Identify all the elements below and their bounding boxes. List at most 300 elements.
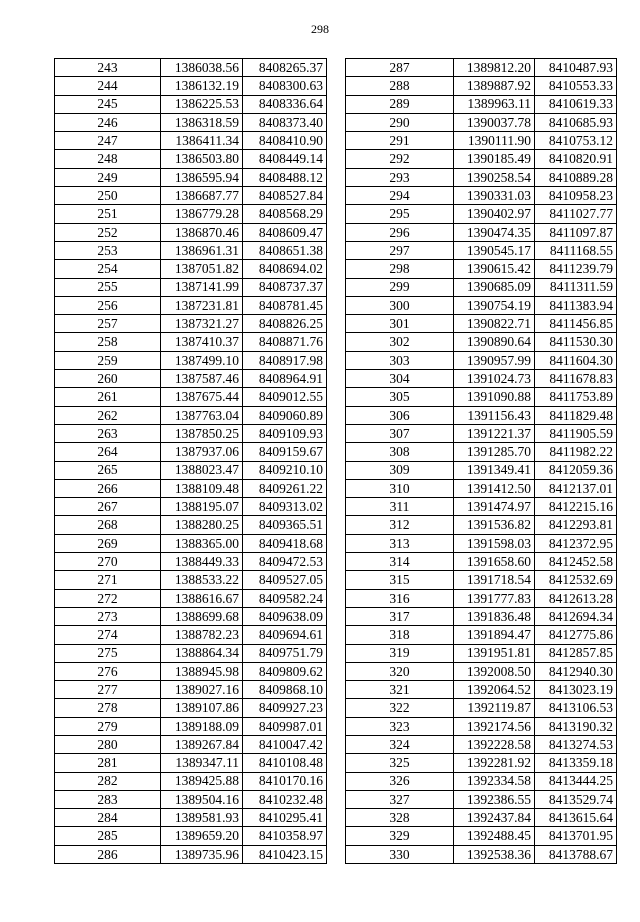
table-row (55, 534, 327, 552)
y-coordinate-cell: 8413701.95 (535, 827, 617, 845)
table-row (55, 790, 327, 808)
table-row (55, 717, 327, 735)
y-coordinate-cell: 8408373.40 (243, 113, 327, 131)
point-number-cell: 328 (346, 809, 454, 827)
y-coordinate-cell: 8412452.58 (535, 553, 617, 571)
point-number-cell: 284 (55, 809, 161, 827)
y-coordinate-cell: 8410685.93 (535, 113, 617, 131)
point-number-cell: 312 (346, 516, 454, 534)
table-row (55, 59, 327, 77)
x-coordinate-cell: 1387675.44 (161, 388, 243, 406)
point-number-cell: 301 (346, 315, 454, 333)
y-coordinate-cell: 8412293.81 (535, 516, 617, 534)
y-coordinate-cell: 8411829.48 (535, 406, 617, 424)
table-row (346, 443, 617, 461)
x-coordinate-cell: 1387141.99 (161, 278, 243, 296)
point-number-cell: 281 (55, 754, 161, 772)
x-coordinate-cell: 1389963.11 (454, 95, 535, 113)
table-row (346, 662, 617, 680)
x-coordinate-cell: 1389659.20 (161, 827, 243, 845)
point-number-cell: 272 (55, 589, 161, 607)
x-coordinate-cell: 1390037.78 (454, 113, 535, 131)
table-row (346, 113, 617, 131)
point-number-cell: 247 (55, 132, 161, 150)
y-coordinate-cell: 8408609.47 (243, 223, 327, 241)
y-coordinate-cell: 8411456.85 (535, 315, 617, 333)
point-number-cell: 267 (55, 498, 161, 516)
x-coordinate-cell: 1390822.71 (454, 315, 535, 333)
y-coordinate-cell: 8413023.19 (535, 681, 617, 699)
table-row (346, 296, 617, 314)
y-coordinate-cell: 8411383.94 (535, 296, 617, 314)
x-coordinate-cell: 1391658.60 (454, 553, 535, 571)
x-coordinate-cell: 1388023.47 (161, 461, 243, 479)
coordinates-table-left (54, 58, 327, 864)
table-row (346, 772, 617, 790)
y-coordinate-cell: 8413359.18 (535, 754, 617, 772)
point-number-cell: 275 (55, 644, 161, 662)
y-coordinate-cell: 8409012.55 (243, 388, 327, 406)
point-number-cell: 252 (55, 223, 161, 241)
point-number-cell: 254 (55, 260, 161, 278)
x-coordinate-cell: 1392437.84 (454, 809, 535, 827)
table-row (55, 461, 327, 479)
y-coordinate-cell: 8410958.23 (535, 187, 617, 205)
point-number-cell: 283 (55, 790, 161, 808)
x-coordinate-cell: 1392386.55 (454, 790, 535, 808)
y-coordinate-cell: 8413190.32 (535, 717, 617, 735)
table-row (346, 260, 617, 278)
y-coordinate-cell: 8413529.74 (535, 790, 617, 808)
y-coordinate-cell: 8413444.25 (535, 772, 617, 790)
x-coordinate-cell: 1389735.96 (161, 845, 243, 863)
point-number-cell: 273 (55, 607, 161, 625)
table-row (55, 333, 327, 351)
point-number-cell: 319 (346, 644, 454, 662)
table-row (346, 278, 617, 296)
table-row (346, 699, 617, 717)
x-coordinate-cell: 1389107.86 (161, 699, 243, 717)
y-coordinate-cell: 8408694.02 (243, 260, 327, 278)
point-number-cell: 300 (346, 296, 454, 314)
table-row (55, 150, 327, 168)
x-coordinate-cell: 1386687.77 (161, 187, 243, 205)
y-coordinate-cell: 8410753.12 (535, 132, 617, 150)
y-coordinate-cell: 8408826.25 (243, 315, 327, 333)
y-coordinate-cell: 8411027.77 (535, 205, 617, 223)
y-coordinate-cell: 8409472.53 (243, 553, 327, 571)
y-coordinate-cell: 8410358.97 (243, 827, 327, 845)
x-coordinate-cell: 1386961.31 (161, 241, 243, 259)
x-coordinate-cell: 1386132.19 (161, 77, 243, 95)
point-number-cell: 246 (55, 113, 161, 131)
table-row (346, 132, 617, 150)
x-coordinate-cell: 1391836.48 (454, 607, 535, 625)
page-number: 298 (311, 22, 329, 36)
y-coordinate-cell: 8412137.01 (535, 479, 617, 497)
table-row (346, 479, 617, 497)
x-coordinate-cell: 1392488.45 (454, 827, 535, 845)
point-number-cell: 308 (346, 443, 454, 461)
x-coordinate-cell: 1392538.36 (454, 845, 535, 863)
point-number-cell: 298 (346, 260, 454, 278)
point-number-cell: 248 (55, 150, 161, 168)
table-row (346, 370, 617, 388)
table-row (55, 443, 327, 461)
y-coordinate-cell: 8409365.51 (243, 516, 327, 534)
y-coordinate-cell: 8413615.64 (535, 809, 617, 827)
x-coordinate-cell: 1387587.46 (161, 370, 243, 388)
point-number-cell: 286 (55, 845, 161, 863)
point-number-cell: 253 (55, 241, 161, 259)
point-number-cell: 243 (55, 59, 161, 77)
table-row (346, 333, 617, 351)
point-number-cell: 322 (346, 699, 454, 717)
point-number-cell: 280 (55, 735, 161, 753)
y-coordinate-cell: 8409809.62 (243, 662, 327, 680)
y-coordinate-cell: 8408737.37 (243, 278, 327, 296)
table-row (346, 571, 617, 589)
y-coordinate-cell: 8410889.28 (535, 168, 617, 186)
point-number-cell: 310 (346, 479, 454, 497)
x-coordinate-cell: 1392119.87 (454, 699, 535, 717)
x-coordinate-cell: 1386318.59 (161, 113, 243, 131)
y-coordinate-cell: 8408568.29 (243, 205, 327, 223)
y-coordinate-cell: 8408488.12 (243, 168, 327, 186)
y-coordinate-cell: 8409159.67 (243, 443, 327, 461)
y-coordinate-cell: 8410619.33 (535, 95, 617, 113)
y-coordinate-cell: 8408410.90 (243, 132, 327, 150)
table-row (346, 644, 617, 662)
table-row (55, 571, 327, 589)
point-number-cell: 296 (346, 223, 454, 241)
y-coordinate-cell: 8408265.37 (243, 59, 327, 77)
y-coordinate-cell: 8409638.09 (243, 607, 327, 625)
table-row (55, 772, 327, 790)
y-coordinate-cell: 8410820.91 (535, 150, 617, 168)
y-coordinate-cell: 8412059.36 (535, 461, 617, 479)
y-coordinate-cell: 8413274.53 (535, 735, 617, 753)
x-coordinate-cell: 1391474.97 (454, 498, 535, 516)
y-coordinate-cell: 8411530.30 (535, 333, 617, 351)
x-coordinate-cell: 1392008.50 (454, 662, 535, 680)
table-row (55, 516, 327, 534)
table-row (55, 95, 327, 113)
table-row (55, 406, 327, 424)
x-coordinate-cell: 1389188.09 (161, 717, 243, 735)
point-number-cell: 320 (346, 662, 454, 680)
table-row (346, 315, 617, 333)
x-coordinate-cell: 1389027.16 (161, 681, 243, 699)
table-row (346, 406, 617, 424)
table-row (55, 241, 327, 259)
table-row (346, 845, 617, 863)
x-coordinate-cell: 1386411.34 (161, 132, 243, 150)
y-coordinate-cell: 8408871.76 (243, 333, 327, 351)
y-coordinate-cell: 8409261.22 (243, 479, 327, 497)
point-number-cell: 321 (346, 681, 454, 699)
table-row (55, 681, 327, 699)
point-number-cell: 309 (346, 461, 454, 479)
y-coordinate-cell: 8409109.93 (243, 424, 327, 442)
x-coordinate-cell: 1386503.80 (161, 150, 243, 168)
x-coordinate-cell: 1389581.93 (161, 809, 243, 827)
table-row (55, 424, 327, 442)
x-coordinate-cell: 1388195.07 (161, 498, 243, 516)
point-number-cell: 256 (55, 296, 161, 314)
table-row (55, 662, 327, 680)
table-row (346, 498, 617, 516)
table-row (346, 790, 617, 808)
x-coordinate-cell: 1387763.04 (161, 406, 243, 424)
point-number-cell: 263 (55, 424, 161, 442)
table-row (346, 589, 617, 607)
point-number-cell: 290 (346, 113, 454, 131)
point-number-cell: 257 (55, 315, 161, 333)
y-coordinate-cell: 8410423.15 (243, 845, 327, 863)
table-row (346, 827, 617, 845)
y-coordinate-cell: 8409582.24 (243, 589, 327, 607)
x-coordinate-cell: 1392228.58 (454, 735, 535, 753)
y-coordinate-cell: 8412775.86 (535, 626, 617, 644)
y-coordinate-cell: 8409987.01 (243, 717, 327, 735)
table-row (346, 168, 617, 186)
x-coordinate-cell: 1388864.34 (161, 644, 243, 662)
table-row (346, 187, 617, 205)
point-number-cell: 315 (346, 571, 454, 589)
y-coordinate-cell: 8412857.85 (535, 644, 617, 662)
x-coordinate-cell: 1387937.06 (161, 443, 243, 461)
y-coordinate-cell: 8410170.16 (243, 772, 327, 790)
point-number-cell: 274 (55, 626, 161, 644)
point-number-cell: 268 (55, 516, 161, 534)
x-coordinate-cell: 1392174.56 (454, 717, 535, 735)
point-number-cell: 329 (346, 827, 454, 845)
point-number-cell: 293 (346, 168, 454, 186)
table-row (346, 626, 617, 644)
point-number-cell: 316 (346, 589, 454, 607)
point-number-cell: 327 (346, 790, 454, 808)
y-coordinate-cell: 8411239.79 (535, 260, 617, 278)
x-coordinate-cell: 1386870.46 (161, 223, 243, 241)
point-number-cell: 307 (346, 424, 454, 442)
table-row (55, 809, 327, 827)
y-coordinate-cell: 8411905.59 (535, 424, 617, 442)
table-row (346, 681, 617, 699)
table-row (55, 589, 327, 607)
point-number-cell: 304 (346, 370, 454, 388)
y-coordinate-cell: 8409418.68 (243, 534, 327, 552)
point-number-cell: 258 (55, 333, 161, 351)
table-row (55, 735, 327, 753)
point-number-cell: 318 (346, 626, 454, 644)
point-number-cell: 317 (346, 607, 454, 625)
table-row (55, 223, 327, 241)
point-number-cell: 291 (346, 132, 454, 150)
x-coordinate-cell: 1390545.17 (454, 241, 535, 259)
y-coordinate-cell: 8409313.02 (243, 498, 327, 516)
y-coordinate-cell: 8411311.59 (535, 278, 617, 296)
point-number-cell: 326 (346, 772, 454, 790)
point-number-cell: 276 (55, 662, 161, 680)
x-coordinate-cell: 1387499.10 (161, 351, 243, 369)
y-coordinate-cell: 8410232.48 (243, 790, 327, 808)
point-number-cell: 295 (346, 205, 454, 223)
x-coordinate-cell: 1387850.25 (161, 424, 243, 442)
y-coordinate-cell: 8408336.64 (243, 95, 327, 113)
x-coordinate-cell: 1390957.99 (454, 351, 535, 369)
table-row (55, 553, 327, 571)
table-row (346, 735, 617, 753)
y-coordinate-cell: 8412372.95 (535, 534, 617, 552)
point-number-cell: 277 (55, 681, 161, 699)
table-row (55, 315, 327, 333)
table-row (55, 260, 327, 278)
point-number-cell: 244 (55, 77, 161, 95)
y-coordinate-cell: 8411604.30 (535, 351, 617, 369)
y-coordinate-cell: 8409694.61 (243, 626, 327, 644)
point-number-cell: 269 (55, 534, 161, 552)
table-row (346, 607, 617, 625)
table-row (346, 59, 617, 77)
x-coordinate-cell: 1391598.03 (454, 534, 535, 552)
point-number-cell: 313 (346, 534, 454, 552)
point-number-cell: 250 (55, 187, 161, 205)
x-coordinate-cell: 1388945.98 (161, 662, 243, 680)
x-coordinate-cell: 1391951.81 (454, 644, 535, 662)
table-row (346, 534, 617, 552)
table-row (55, 370, 327, 388)
x-coordinate-cell: 1388533.22 (161, 571, 243, 589)
point-number-cell: 266 (55, 479, 161, 497)
x-coordinate-cell: 1388699.68 (161, 607, 243, 625)
y-coordinate-cell: 8412940.30 (535, 662, 617, 680)
y-coordinate-cell: 8409527.05 (243, 571, 327, 589)
y-coordinate-cell: 8408964.91 (243, 370, 327, 388)
point-number-cell: 270 (55, 553, 161, 571)
x-coordinate-cell: 1387231.81 (161, 296, 243, 314)
y-coordinate-cell: 8410487.93 (535, 59, 617, 77)
table-row (346, 717, 617, 735)
x-coordinate-cell: 1386595.94 (161, 168, 243, 186)
x-coordinate-cell: 1388616.67 (161, 589, 243, 607)
x-coordinate-cell: 1391024.73 (454, 370, 535, 388)
x-coordinate-cell: 1389887.92 (454, 77, 535, 95)
table-row (346, 754, 617, 772)
y-coordinate-cell: 8408917.98 (243, 351, 327, 369)
y-coordinate-cell: 8411753.89 (535, 388, 617, 406)
point-number-cell: 289 (346, 95, 454, 113)
table-row (346, 150, 617, 168)
table-row (55, 296, 327, 314)
table-row (346, 77, 617, 95)
x-coordinate-cell: 1390615.42 (454, 260, 535, 278)
x-coordinate-cell: 1391090.88 (454, 388, 535, 406)
table-row (55, 168, 327, 186)
y-coordinate-cell: 8408527.84 (243, 187, 327, 205)
x-coordinate-cell: 1391285.70 (454, 443, 535, 461)
x-coordinate-cell: 1391718.54 (454, 571, 535, 589)
table-row (346, 424, 617, 442)
table-row (346, 351, 617, 369)
x-coordinate-cell: 1389812.20 (454, 59, 535, 77)
point-number-cell: 285 (55, 827, 161, 845)
point-number-cell: 287 (346, 59, 454, 77)
table-row (55, 77, 327, 95)
x-coordinate-cell: 1389504.16 (161, 790, 243, 808)
x-coordinate-cell: 1388280.25 (161, 516, 243, 534)
point-number-cell: 259 (55, 351, 161, 369)
point-number-cell: 303 (346, 351, 454, 369)
point-number-cell: 245 (55, 95, 161, 113)
x-coordinate-cell: 1386038.56 (161, 59, 243, 77)
y-coordinate-cell: 8409751.79 (243, 644, 327, 662)
table-row (55, 607, 327, 625)
point-number-cell: 325 (346, 754, 454, 772)
y-coordinate-cell: 8411097.87 (535, 223, 617, 241)
x-coordinate-cell: 1389425.88 (161, 772, 243, 790)
table-row (346, 205, 617, 223)
table-row (55, 479, 327, 497)
x-coordinate-cell: 1386225.53 (161, 95, 243, 113)
table-row (55, 113, 327, 131)
x-coordinate-cell: 1387321.27 (161, 315, 243, 333)
x-coordinate-cell: 1390474.35 (454, 223, 535, 241)
point-number-cell: 279 (55, 717, 161, 735)
y-coordinate-cell: 8410295.41 (243, 809, 327, 827)
point-number-cell: 324 (346, 735, 454, 753)
table-row (55, 205, 327, 223)
table-row (55, 132, 327, 150)
x-coordinate-cell: 1390111.90 (454, 132, 535, 150)
y-coordinate-cell: 8409060.89 (243, 406, 327, 424)
table-row (346, 388, 617, 406)
x-coordinate-cell: 1392334.58 (454, 772, 535, 790)
x-coordinate-cell: 1392064.52 (454, 681, 535, 699)
table-row (55, 187, 327, 205)
y-coordinate-cell: 8412532.69 (535, 571, 617, 589)
y-coordinate-cell: 8411982.22 (535, 443, 617, 461)
point-number-cell: 302 (346, 333, 454, 351)
point-number-cell: 255 (55, 278, 161, 296)
table-row (55, 278, 327, 296)
point-number-cell: 260 (55, 370, 161, 388)
table-row (55, 699, 327, 717)
point-number-cell: 282 (55, 772, 161, 790)
x-coordinate-cell: 1391156.43 (454, 406, 535, 424)
x-coordinate-cell: 1391349.41 (454, 461, 535, 479)
y-coordinate-cell: 8413788.67 (535, 845, 617, 863)
table-row (346, 553, 617, 571)
point-number-cell: 264 (55, 443, 161, 461)
point-number-cell: 278 (55, 699, 161, 717)
x-coordinate-cell: 1390402.97 (454, 205, 535, 223)
x-coordinate-cell: 1388449.33 (161, 553, 243, 571)
table-row (55, 754, 327, 772)
y-coordinate-cell: 8409927.23 (243, 699, 327, 717)
x-coordinate-cell: 1389267.84 (161, 735, 243, 753)
point-number-cell: 265 (55, 461, 161, 479)
point-number-cell: 297 (346, 241, 454, 259)
point-number-cell: 261 (55, 388, 161, 406)
y-coordinate-cell: 8410047.42 (243, 735, 327, 753)
point-number-cell: 292 (346, 150, 454, 168)
point-number-cell: 288 (346, 77, 454, 95)
table-row (55, 827, 327, 845)
point-number-cell: 330 (346, 845, 454, 863)
y-coordinate-cell: 8408651.38 (243, 241, 327, 259)
x-coordinate-cell: 1388365.00 (161, 534, 243, 552)
